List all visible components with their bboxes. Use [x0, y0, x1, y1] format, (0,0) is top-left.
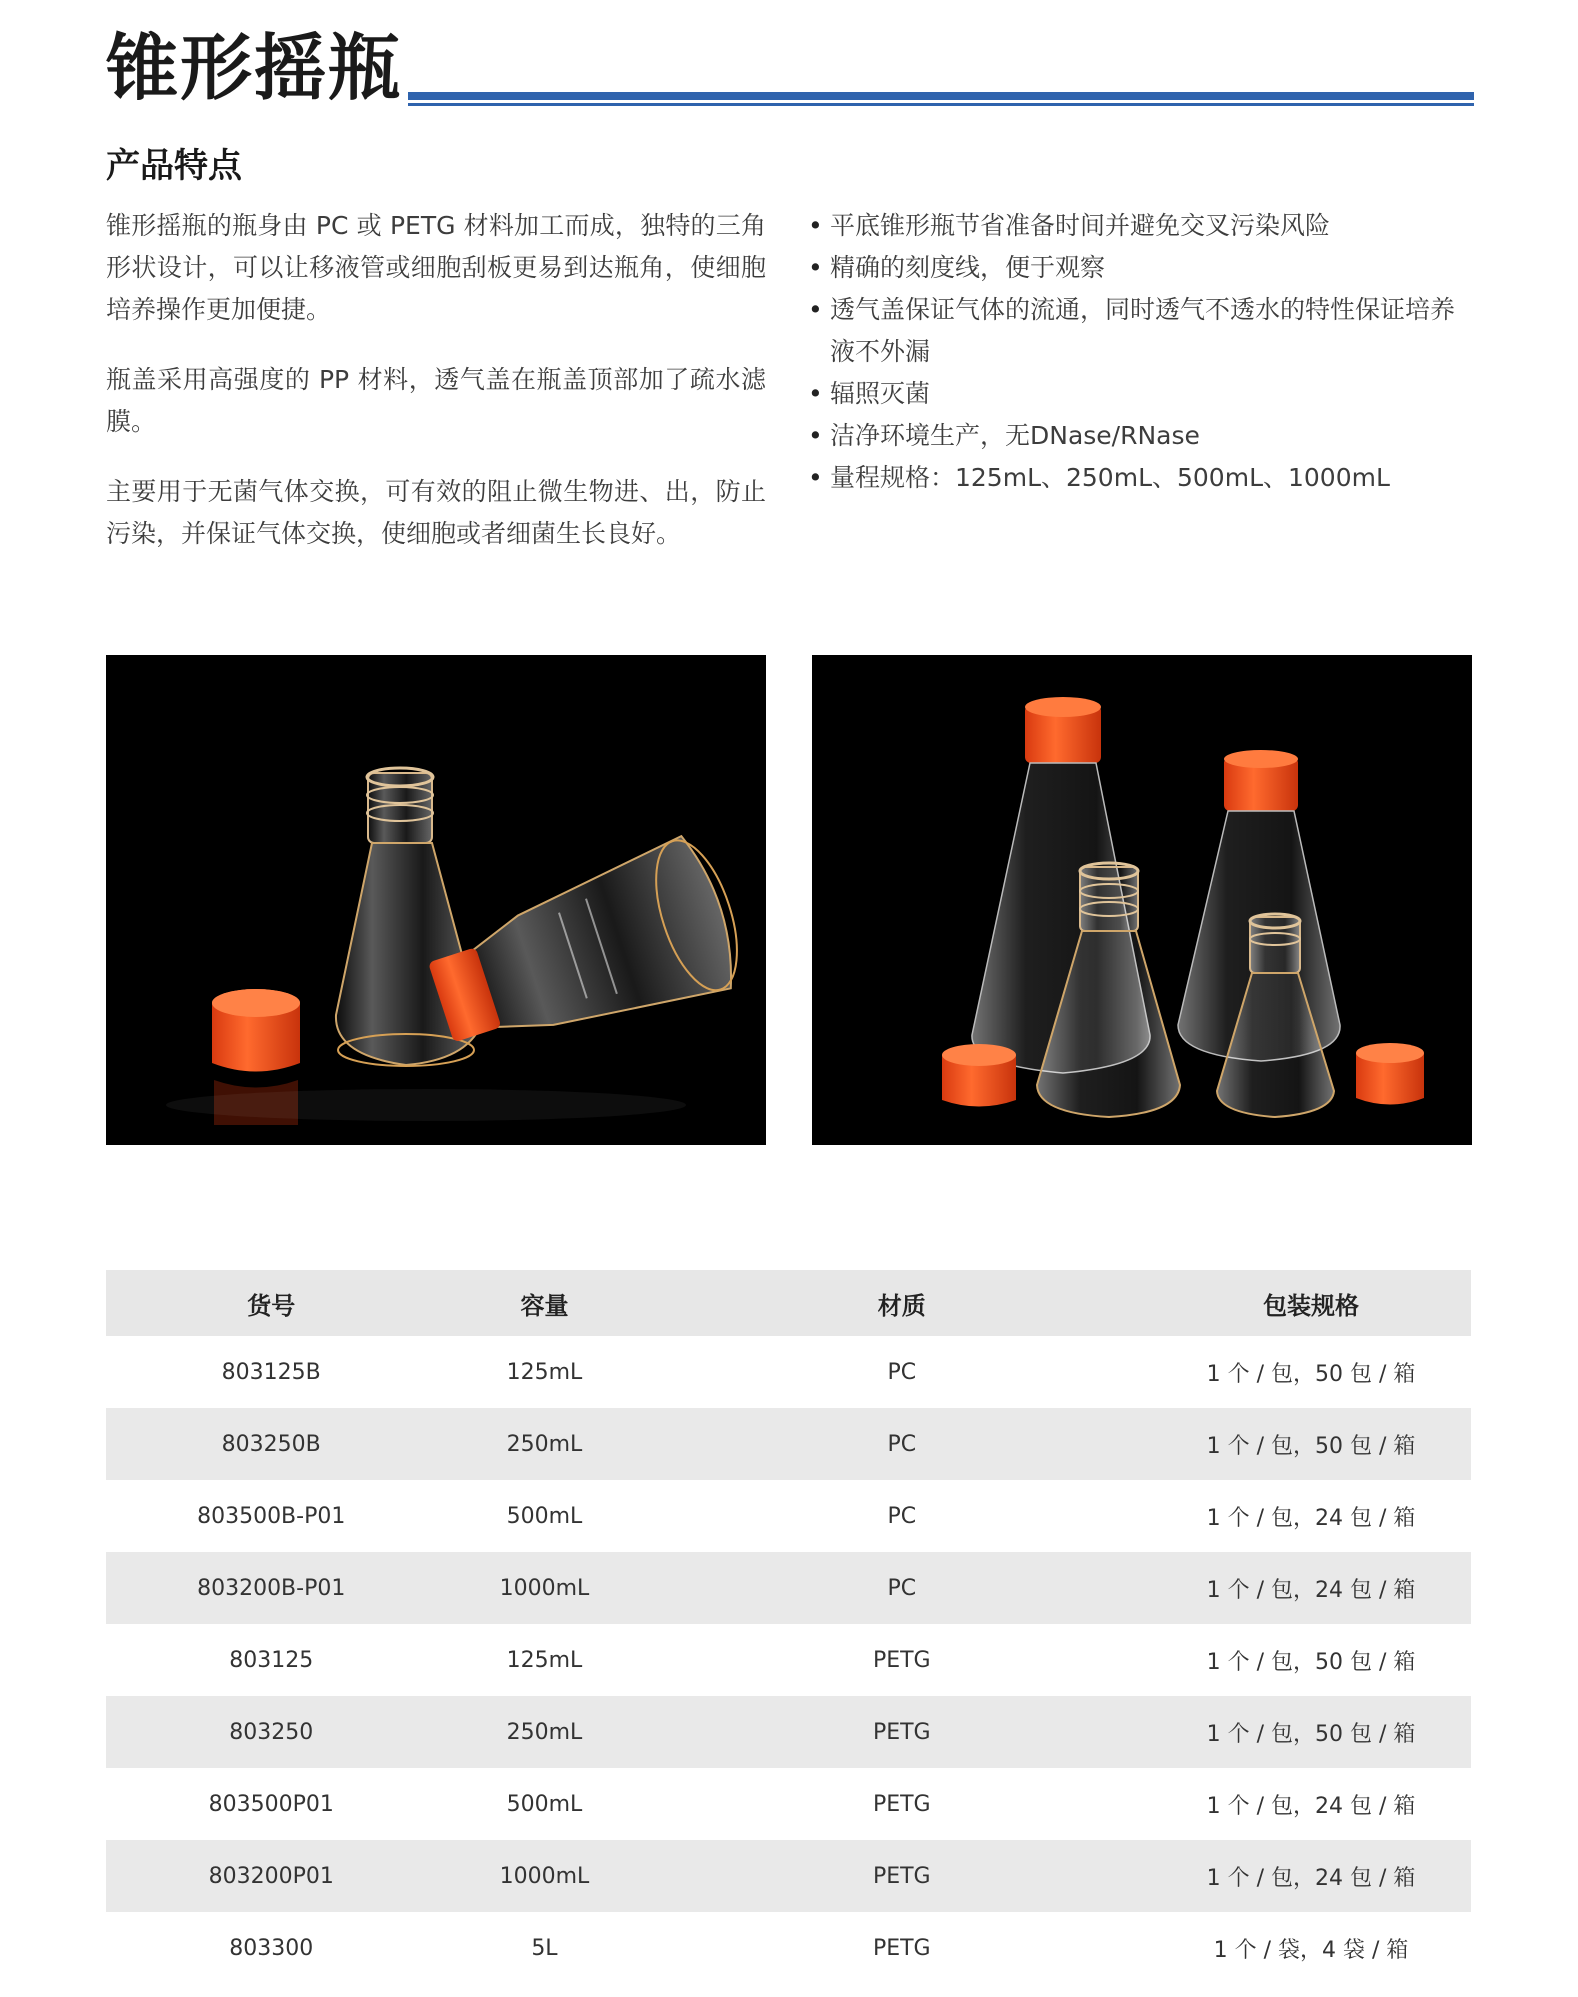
table-row: [106, 1624, 1471, 1696]
cell-volume: 125mL: [506, 1647, 583, 1673]
cell-material: PC: [887, 1359, 917, 1385]
feature-item: [808, 289, 1478, 373]
description-column: [106, 205, 766, 583]
feature-text: 辐照灭菌: [830, 379, 931, 408]
cell-volume: 500mL: [506, 1503, 583, 1529]
description-paragraph: 锥形摇瓶的瓶身由 PC 或 PETG 材料加工而成，独特的三角形状设计，可以让移液管或细胞刮板更易到达瓶角，使细胞培养操作更加便捷。: [106, 211, 766, 324]
cell-packaging: 1 个 / 袋，4 袋 / 箱: [1213, 1937, 1409, 1963]
description-paragraph: 瓶盖采用高强度的 PP 材料，透气盖在瓶盖顶部加了疏水滤膜。: [106, 365, 766, 436]
table-row: [106, 1840, 1471, 1912]
title-bar: [106, 28, 1474, 108]
cell-packaging: 1 个 / 包，24 包 / 箱: [1151, 1840, 1471, 1912]
column-header: 材质: [652, 1270, 1151, 1336]
cell-packaging: 1 个 / 包，50 包 / 箱: [1206, 1361, 1416, 1387]
column-header: 包装规格: [1151, 1270, 1471, 1336]
cell-material: PETG: [652, 1696, 1151, 1768]
table-row: [106, 1552, 1471, 1624]
cell-material: PETG: [652, 1840, 1151, 1912]
orange-cap-right: [1356, 1043, 1424, 1105]
cell-material: PETG: [872, 1647, 931, 1673]
cell-packaging: 1 个 / 包，50 包 / 箱: [1151, 1408, 1471, 1480]
cell-item-no: 803125: [229, 1647, 314, 1673]
table-header-row: [106, 1270, 1471, 1336]
features-column: [808, 205, 1478, 499]
cell-material: PC: [652, 1552, 1151, 1624]
cell-volume: 250mL: [436, 1408, 652, 1480]
bullet-icon: •: [808, 211, 823, 240]
cell-item-no: 803300: [229, 1935, 314, 1961]
table-row: [106, 1480, 1471, 1552]
section-heading: 产品特点: [106, 146, 242, 186]
cell-volume: 500mL: [506, 1791, 583, 1817]
table-row: [106, 1408, 1471, 1480]
cell-item-no: 803200B-P01: [106, 1552, 436, 1624]
cell-item-no: 803250B: [106, 1408, 436, 1480]
feature-text: 透气盖保证气体的流通，同时透气不透水的特性保证培养液不外漏: [830, 295, 1456, 366]
orange-cap-left: [942, 1044, 1016, 1107]
cell-packaging: 1 个 / 包，24 包 / 箱: [1206, 1793, 1416, 1819]
spec-table: [106, 1270, 1471, 1984]
feature-text: 平底锥形瓶节省准备时间并避免交叉污染风险: [830, 211, 1331, 240]
feature-list: [808, 205, 1478, 499]
page-title: 锥形摇瓶: [106, 28, 408, 108]
column-header: 容量: [436, 1270, 652, 1336]
cell-material: PC: [652, 1408, 1151, 1480]
cell-material: PETG: [872, 1791, 931, 1817]
table-row: [106, 1336, 1471, 1408]
table-row: [106, 1912, 1471, 1984]
cell-volume: 1000mL: [436, 1552, 652, 1624]
bullet-icon: •: [808, 463, 823, 492]
cell-material: PETG: [872, 1935, 931, 1961]
description-paragraph: 主要用于无菌气体交换，可有效的阻止微生物进、出，防止污染，并保证气体交换，使细胞或者细菌生长良好。: [106, 477, 766, 548]
cell-item-no: 803200P01: [106, 1840, 436, 1912]
cell-packaging: 1 个 / 包，24 包 / 箱: [1151, 1552, 1471, 1624]
feature-item: [808, 373, 1478, 415]
bullet-icon: •: [808, 253, 823, 282]
cell-volume: 250mL: [436, 1696, 652, 1768]
cell-volume: 125mL: [506, 1359, 583, 1385]
flask-group-illustration: [812, 655, 1472, 1145]
feature-text: 量程规格：125mL、250mL、500mL、1000mL: [830, 463, 1390, 492]
cell-packaging: 1 个 / 包，50 包 / 箱: [1206, 1649, 1416, 1675]
cell-volume: 1000mL: [436, 1840, 652, 1912]
bullet-icon: •: [808, 379, 823, 408]
product-photo: [106, 655, 766, 1145]
table-row: [106, 1696, 1471, 1768]
feature-text: 洁净环境生产，无DNase/RNase: [830, 421, 1200, 450]
cell-item-no: 803125B: [221, 1359, 321, 1385]
bullet-icon: •: [808, 295, 823, 324]
cell-packaging: 1 个 / 包，50 包 / 箱: [1151, 1696, 1471, 1768]
column-header: 货号: [106, 1270, 436, 1336]
feature-item: [808, 205, 1478, 247]
feature-item: [808, 457, 1478, 499]
cell-material: PC: [887, 1503, 917, 1529]
flask-photo-illustration: [106, 655, 766, 1145]
product-photo: [812, 655, 1472, 1145]
bullet-icon: •: [808, 421, 823, 450]
cell-volume: 5L: [531, 1935, 558, 1961]
cell-item-no: 803500B-P01: [197, 1503, 346, 1529]
cell-packaging: 1 个 / 包，24 包 / 箱: [1206, 1505, 1416, 1531]
feature-item: [808, 415, 1478, 457]
feature-item: [808, 247, 1478, 289]
table-row: [106, 1768, 1471, 1840]
cell-item-no: 803500P01: [208, 1791, 334, 1817]
feature-text: 精确的刻度线，便于观察: [830, 253, 1106, 282]
cell-item-no: 803250: [106, 1696, 436, 1768]
